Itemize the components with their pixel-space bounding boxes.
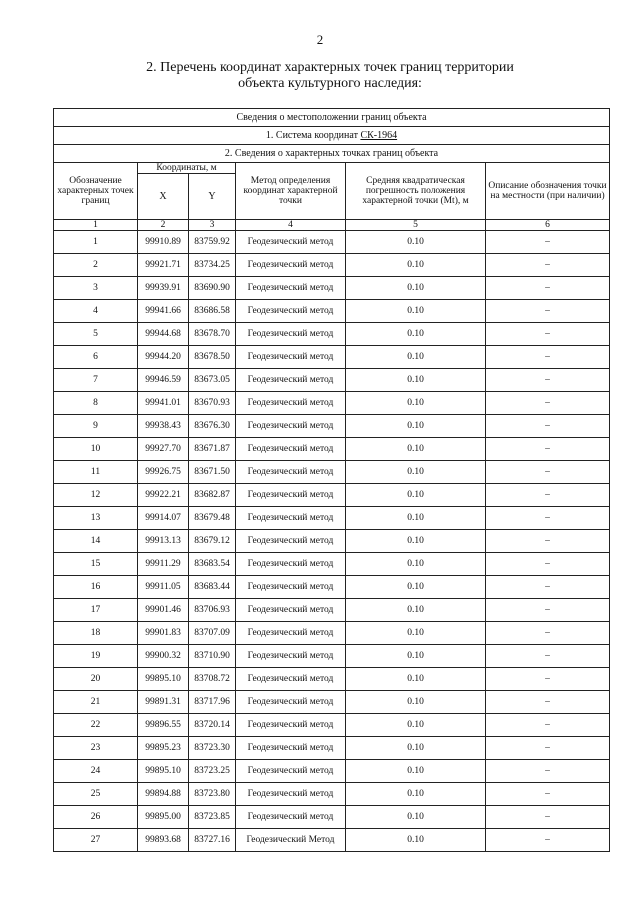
y-coordinate-cell: 83671.50 [189, 461, 236, 484]
accuracy-cell: 0.10 [346, 576, 486, 599]
description-cell: – [486, 254, 610, 277]
table-row [54, 438, 610, 461]
y-coordinate-cell: 83717.96 [189, 691, 236, 714]
method-cell: Геодезический метод [236, 231, 346, 254]
accuracy-cell: 0.10 [346, 461, 486, 484]
y-coordinate-cell: 83676.30 [189, 415, 236, 438]
method-cell: Геодезический метод [236, 507, 346, 530]
x-coordinate-cell: 99891.31 [138, 691, 189, 714]
point-number-cell: 11 [54, 461, 138, 484]
x-coordinate-cell: 99921.71 [138, 254, 189, 277]
table-row [54, 691, 610, 714]
method-cell: Геодезический метод [236, 300, 346, 323]
y-coordinate-cell: 83727.16 [189, 829, 236, 852]
accuracy-cell: 0.10 [346, 507, 486, 530]
accuracy-cell: 0.10 [346, 806, 486, 829]
coordinates-table-wrapper [53, 108, 609, 852]
header-accuracy: Средняя квадратическая погрешность положения характерной точки (Mt), м [346, 163, 486, 220]
x-coordinate-cell: 99895.23 [138, 737, 189, 760]
table-row [54, 760, 610, 783]
table-row [54, 668, 610, 691]
x-coordinate-cell: 99901.83 [138, 622, 189, 645]
point-number-cell: 19 [54, 645, 138, 668]
method-cell: Геодезический метод [236, 530, 346, 553]
method-cell: Геодезический метод [236, 254, 346, 277]
description-cell: – [486, 369, 610, 392]
x-coordinate-cell: 99944.68 [138, 323, 189, 346]
y-coordinate-cell: 83670.93 [189, 392, 236, 415]
accuracy-cell: 0.10 [346, 530, 486, 553]
x-coordinate-cell: 99911.29 [138, 553, 189, 576]
x-coordinate-cell: 99895.00 [138, 806, 189, 829]
column-number: 3 [189, 220, 236, 231]
method-cell: Геодезический метод [236, 323, 346, 346]
method-cell: Геодезический метод [236, 783, 346, 806]
method-cell: Геодезический метод [236, 369, 346, 392]
accuracy-cell: 0.10 [346, 369, 486, 392]
description-cell: – [486, 553, 610, 576]
table-row [54, 415, 610, 438]
point-number-cell: 4 [54, 300, 138, 323]
coordinate-system-label: 1. Система координат [265, 129, 361, 141]
method-cell: Геодезический метод [236, 277, 346, 300]
method-cell: Геодезический метод [236, 392, 346, 415]
accuracy-cell: 0.10 [346, 760, 486, 783]
table-row [54, 553, 610, 576]
y-coordinate-cell: 83682.87 [189, 484, 236, 507]
method-cell: Геодезический метод [236, 484, 346, 507]
x-coordinate-cell: 99896.55 [138, 714, 189, 737]
method-cell: Геодезический метод [236, 622, 346, 645]
accuracy-cell: 0.10 [346, 668, 486, 691]
method-cell: Геодезический метод [236, 691, 346, 714]
x-coordinate-cell: 99900.32 [138, 645, 189, 668]
method-cell: Геодезический метод [236, 415, 346, 438]
point-number-cell: 2 [54, 254, 138, 277]
accuracy-cell: 0.10 [346, 277, 486, 300]
point-number-cell: 17 [54, 599, 138, 622]
table-row [54, 507, 610, 530]
column-number: 5 [346, 220, 486, 231]
point-number-cell: 21 [54, 691, 138, 714]
description-cell: – [486, 392, 610, 415]
table-row [54, 576, 610, 599]
y-coordinate-cell: 83678.70 [189, 323, 236, 346]
description-cell: – [486, 622, 610, 645]
header-description: Описание обозначения точки на местности (при наличии) [486, 163, 610, 220]
description-cell: – [486, 760, 610, 783]
y-coordinate-cell: 83723.80 [189, 783, 236, 806]
x-coordinate-cell: 99901.46 [138, 599, 189, 622]
table-row [54, 806, 610, 829]
accuracy-cell: 0.10 [346, 714, 486, 737]
description-cell: – [486, 231, 610, 254]
table-row [54, 254, 610, 277]
page-number: 2 [316, 32, 324, 47]
accuracy-cell: 0.10 [346, 300, 486, 323]
table-row [54, 530, 610, 553]
method-cell: Геодезический метод [236, 576, 346, 599]
method-cell: Геодезический метод [236, 806, 346, 829]
table-row [54, 300, 610, 323]
point-number-cell: 24 [54, 760, 138, 783]
point-number-cell: 20 [54, 668, 138, 691]
point-number-cell: 25 [54, 783, 138, 806]
point-number-cell: 18 [54, 622, 138, 645]
description-cell: – [486, 599, 610, 622]
table-row [54, 783, 610, 806]
x-coordinate-cell: 99895.10 [138, 668, 189, 691]
header-designation: Обозначение характерных точек границ [54, 163, 138, 220]
description-cell: – [486, 783, 610, 806]
method-cell: Геодезический метод [236, 760, 346, 783]
y-coordinate-cell: 83671.87 [189, 438, 236, 461]
x-coordinate-cell: 99941.66 [138, 300, 189, 323]
method-cell: Геодезический метод [236, 599, 346, 622]
x-coordinate-cell: 99895.10 [138, 760, 189, 783]
point-number-cell: 15 [54, 553, 138, 576]
accuracy-cell: 0.10 [346, 415, 486, 438]
point-number-cell: 5 [54, 323, 138, 346]
method-cell: Геодезический метод [236, 737, 346, 760]
y-coordinate-cell: 83673.05 [189, 369, 236, 392]
description-cell: – [486, 530, 610, 553]
point-number-cell: 22 [54, 714, 138, 737]
x-coordinate-cell: 99894.88 [138, 783, 189, 806]
y-coordinate-cell: 83720.14 [189, 714, 236, 737]
description-cell: – [486, 415, 610, 438]
y-coordinate-cell: 83679.48 [189, 507, 236, 530]
table-row [54, 231, 610, 254]
location-banner: Сведения о местоположении границ объекта [54, 109, 610, 127]
header-coordinates: Координаты, м [138, 163, 236, 174]
accuracy-cell: 0.10 [346, 553, 486, 576]
accuracy-cell: 0.10 [346, 691, 486, 714]
x-coordinate-cell: 99938.43 [138, 415, 189, 438]
point-number-cell: 13 [54, 507, 138, 530]
description-cell: – [486, 645, 610, 668]
y-coordinate-cell: 83710.90 [189, 645, 236, 668]
y-coordinate-cell: 83679.12 [189, 530, 236, 553]
x-coordinate-cell: 99927.70 [138, 438, 189, 461]
table-row [54, 369, 610, 392]
table-row [54, 829, 610, 852]
table-row [54, 484, 610, 507]
table-row [54, 737, 610, 760]
description-cell: – [486, 668, 610, 691]
point-number-cell: 7 [54, 369, 138, 392]
description-cell: – [486, 714, 610, 737]
page-title-line-2: объекта культурного наследия: [238, 76, 422, 91]
method-cell: Геодезический метод [236, 346, 346, 369]
table-row [54, 645, 610, 668]
coordinate-system-name: СК-1964 [360, 129, 398, 141]
coordinate-system-row [54, 127, 610, 145]
header-method: Метод определения координат характерной точки [236, 163, 346, 220]
point-number-cell: 3 [54, 277, 138, 300]
accuracy-cell: 0.10 [346, 323, 486, 346]
y-coordinate-cell: 83706.93 [189, 599, 236, 622]
description-cell: – [486, 461, 610, 484]
accuracy-cell: 0.10 [346, 231, 486, 254]
point-number-cell: 23 [54, 737, 138, 760]
point-number-cell: 10 [54, 438, 138, 461]
y-coordinate-cell: 83723.25 [189, 760, 236, 783]
x-coordinate-cell: 99926.75 [138, 461, 189, 484]
points-info-row: 2. Сведения о характерных точках границ объекта [54, 145, 610, 163]
point-number-cell: 14 [54, 530, 138, 553]
accuracy-cell: 0.10 [346, 346, 486, 369]
column-numbers-row [54, 220, 610, 231]
description-cell: – [486, 277, 610, 300]
y-coordinate-cell: 83686.58 [189, 300, 236, 323]
accuracy-cell: 0.10 [346, 783, 486, 806]
description-cell: – [486, 691, 610, 714]
table-row [54, 622, 610, 645]
x-coordinate-cell: 99910.89 [138, 231, 189, 254]
description-cell: – [486, 507, 610, 530]
table-row [54, 392, 610, 415]
table-row [54, 346, 610, 369]
table-row [54, 323, 610, 346]
description-cell: – [486, 323, 610, 346]
y-coordinate-cell: 83708.72 [189, 668, 236, 691]
y-coordinate-cell: 83723.85 [189, 806, 236, 829]
accuracy-cell: 0.10 [346, 392, 486, 415]
y-coordinate-cell: 83683.54 [189, 553, 236, 576]
x-coordinate-cell: 99911.05 [138, 576, 189, 599]
table-row [54, 714, 610, 737]
y-coordinate-cell: 83723.30 [189, 737, 236, 760]
x-coordinate-cell: 99914.07 [138, 507, 189, 530]
column-number: 6 [486, 220, 610, 231]
column-number: 2 [138, 220, 189, 231]
method-cell: Геодезический метод [236, 668, 346, 691]
method-cell: Геодезический метод [236, 645, 346, 668]
table-row [54, 599, 610, 622]
point-number-cell: 26 [54, 806, 138, 829]
method-cell: Геодезический метод [236, 553, 346, 576]
method-cell: Геодезический метод [236, 438, 346, 461]
page-title [80, 60, 580, 92]
x-coordinate-cell: 99944.20 [138, 346, 189, 369]
description-cell: – [486, 829, 610, 852]
x-coordinate-cell: 99946.59 [138, 369, 189, 392]
description-cell: – [486, 806, 610, 829]
description-cell: – [486, 346, 610, 369]
accuracy-cell: 0.10 [346, 484, 486, 507]
accuracy-cell: 0.10 [346, 254, 486, 277]
y-coordinate-cell: 83759.92 [189, 231, 236, 254]
point-number-cell: 12 [54, 484, 138, 507]
table-row [54, 277, 610, 300]
accuracy-cell: 0.10 [346, 599, 486, 622]
description-cell: – [486, 438, 610, 461]
y-coordinate-cell: 83683.44 [189, 576, 236, 599]
x-coordinate-cell: 99941.01 [138, 392, 189, 415]
description-cell: – [486, 737, 610, 760]
table-row [54, 461, 610, 484]
header-x: X [138, 174, 189, 220]
y-coordinate-cell: 83690.90 [189, 277, 236, 300]
point-number-cell: 6 [54, 346, 138, 369]
point-number-cell: 9 [54, 415, 138, 438]
x-coordinate-cell: 99893.68 [138, 829, 189, 852]
accuracy-cell: 0.10 [346, 645, 486, 668]
page-title-line-1: 2. Перечень координат характерных точек границ территории [146, 60, 514, 75]
point-number-cell: 27 [54, 829, 138, 852]
accuracy-cell: 0.10 [346, 438, 486, 461]
x-coordinate-cell: 99922.21 [138, 484, 189, 507]
y-coordinate-cell: 83707.09 [189, 622, 236, 645]
description-cell: – [486, 300, 610, 323]
x-coordinate-cell: 99913.13 [138, 530, 189, 553]
point-number-cell: 1 [54, 231, 138, 254]
y-coordinate-cell: 83734.25 [189, 254, 236, 277]
point-number-cell: 8 [54, 392, 138, 415]
header-y: Y [189, 174, 236, 220]
coordinates-table [53, 108, 610, 852]
accuracy-cell: 0.10 [346, 829, 486, 852]
method-cell: Геодезический Метод [236, 829, 346, 852]
accuracy-cell: 0.10 [346, 622, 486, 645]
method-cell: Геодезический метод [236, 714, 346, 737]
x-coordinate-cell: 99939.91 [138, 277, 189, 300]
point-number-cell: 16 [54, 576, 138, 599]
accuracy-cell: 0.10 [346, 737, 486, 760]
method-cell: Геодезический метод [236, 461, 346, 484]
column-number: 4 [236, 220, 346, 231]
description-cell: – [486, 576, 610, 599]
column-number: 1 [54, 220, 138, 231]
y-coordinate-cell: 83678.50 [189, 346, 236, 369]
description-cell: – [486, 484, 610, 507]
